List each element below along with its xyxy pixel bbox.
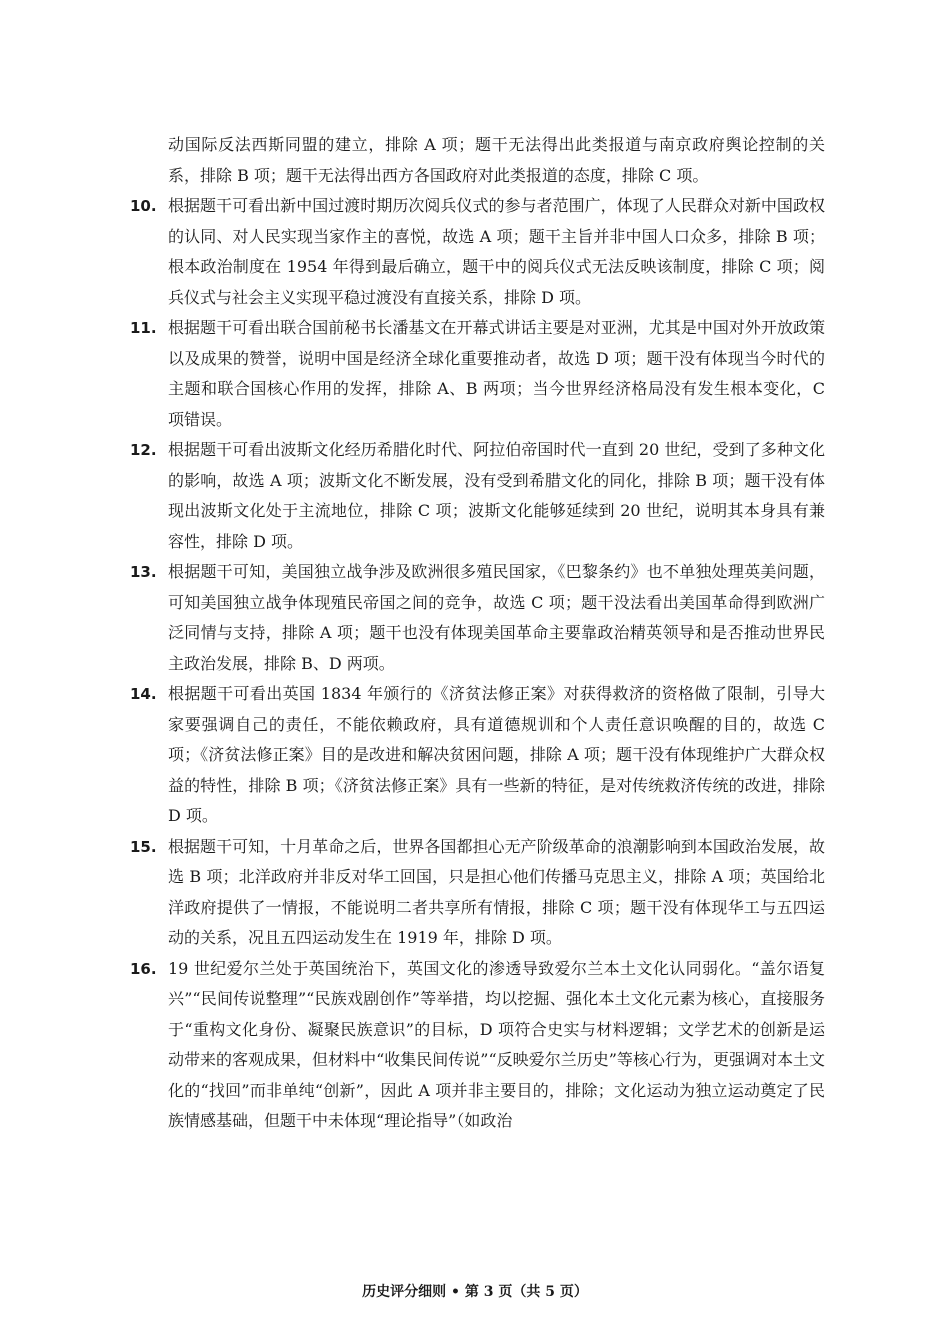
item-number: 15. [130,837,157,856]
item-number: 13. [130,563,157,581]
answer-item-15 [130,832,825,954]
answer-item-14 [130,679,825,832]
answer-explanations [130,130,825,1137]
page-footer: 历史评分细则 • 第 3 页（共 5 页） [362,1284,588,1300]
item-number: 10. [130,197,157,215]
item-text: 根据题干可知，十月革命之后，世界各国都担心无产阶级革命的浪潮影响到本国政治发展，故选 B 项；北洋政府并非反对华工回国，只是担心他们传播马克思主义，排除 A 项；英国给北洋政府提供了一情报，不能说明二者共享所有情报，排除 C 项；题干没有体现华工与五四运动的关系，况且五四运动发生在 1919 年，排除 D 项。 [168,836,825,947]
answer-item-12 [130,435,825,557]
item-number: 16. [130,959,157,978]
item-text: 根据题干可看出英国 1834 年颁行的《济贫法修正案》对获得救济的资格做了限制，引导大家要强调自己的责任，不能依赖政府，具有道德规训和个人责任意识唤醒的目的，故选 C 项；《济贫法修正案》目的是改进和解决贫困问题，排除 A 项；题干没有体现维护广大群众权益的特性，排除 B 项；《济贫法修正案》具有一些新的特征，是对传统救济传统的改进，排除 D 项。 [168,684,825,825]
item-text: 19 世纪爱尔兰处于英国统治下，英国文化的渗透导致爱尔兰本土文化认同弱化。“盖尔语复兴”“民间传说整理”“民族戏剧创作”等举措，均以挖掘、强化本土文化元素为核心，直接服务于“重构文化身份、凝聚民族意识”的目标，D 项符合史实与材料逻辑；文学艺术的创新是运动带来的客观成果，但材料中“收集民间传说”“反映爱尔兰历史”等核心行为，更强调对本土文化的“找回”而非单纯“创新”，因此 A 项并非主要目的，排除；文化运动为独立运动奠定了民族情感基础，但题干中未体现“理论指导”（如政治 [168,958,825,1130]
answer-item-16 [130,954,825,1137]
answer-item-13 [130,557,825,679]
item-text: 根据题干可看出联合国前秘书长潘基文在开幕式讲话主要是对亚洲，尤其是中国对外开放政策以及成果的赞誉，说明中国是经济全球化重要推动者，故选 D 项；题干没有体现当今时代的主题和联合国核心作用的发挥，排除 A、B 两项；当今世界经济格局没有发生根本变化，C 项错误。 [168,318,825,429]
continuation-paragraph: 动国际反法西斯同盟的建立，排除 A 项；题干无法得出此类报道与南京政府舆论控制的关系，排除 B 项；题干无法得出西方各国政府对此类报道的态度，排除 C 项。 [168,135,825,185]
item-number: 14. [130,685,157,703]
answer-item-10 [130,191,825,313]
item-number: 12. [130,441,157,459]
item-text: 根据题干可知，美国独立战争涉及欧洲很多殖民国家，《巴黎条约》也不单独处理英美问题，可知美国独立战争体现殖民帝国之间的竞争，故选 C 项；题干没法看出美国革命得到欧洲广泛同情与支持，排除 A 项；题干也没有体现美国革命主要靠政治精英领导和是否推动世界民主政治发展，排除 B、D 两项。 [168,562,825,673]
answer-item-11 [130,313,825,435]
item-text: 根据题干可看出新中国过渡时期历次阅兵仪式的参与者范围广，体现了人民群众对新中国政权的认同、对人民实现当家作主的喜悦，故选 A 项；题干主旨并非中国人口众多，排除 B 项；根本政治制度在 1954 年得到最后确立，题干中的阅兵仪式无法反映该制度，排除 C 项；阅兵仪式与社会主义实现平稳过渡没有直接关系，排除 D 项。 [168,196,825,307]
item-number: 11. [130,319,157,337]
item-text: 根据题干可看出波斯文化经历希腊化时代、阿拉伯帝国时代一直到 20 世纪，受到了多种文化的影响，故选 A 项；波斯文化不断发展，没有受到希腊文化的同化，排除 B 项；题干没有体现出波斯文化处于主流地位，排除 C 项；波斯文化能够延续到 20 世纪，说明其本身具有兼容性，排除 D 项。 [168,440,825,551]
